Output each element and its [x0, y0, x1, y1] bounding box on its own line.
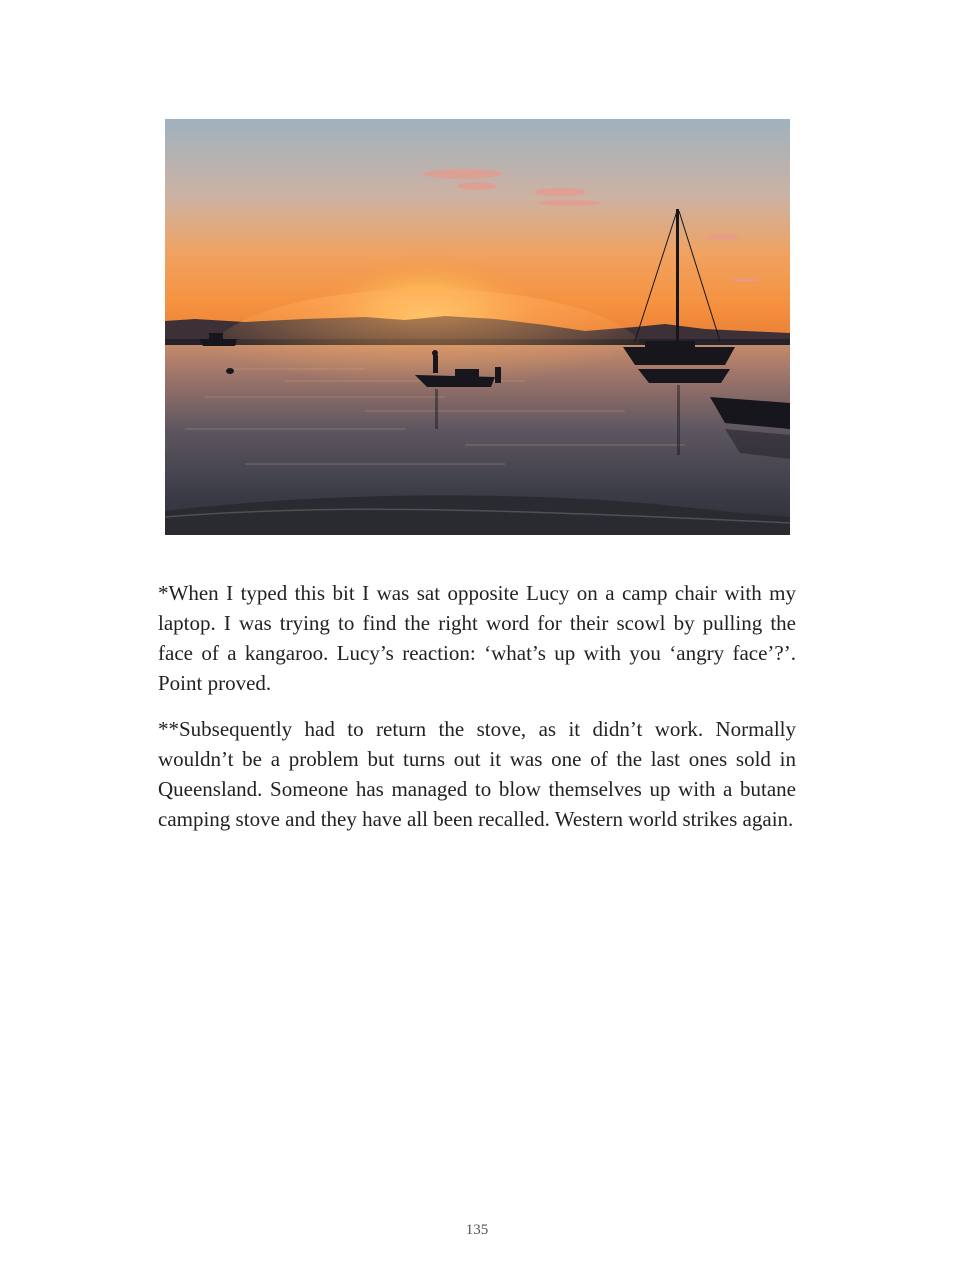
sunset-photo	[165, 119, 790, 535]
sun-reflection	[207, 289, 647, 429]
footnote-paragraph-2: **Subsequently had to return the stove, as it didn’t work. Normally wouldn’t be a problem but turns out it was one of the last ones sold in Queensland. Someone has managed to blow themselves up with a butane camping stove and they have all been recalled. Western world strikes again.	[158, 717, 796, 831]
page-number: 135	[465, 1222, 489, 1238]
footnote-paragraph-1: *When I typed this bit I was sat opposite Lucy on a camp chair with my laptop. I was trying to find the right word for their scowl by pulling the face of a kangaroo. Lucy’s reaction: ‘what’s up with you ‘angry face’?’. Point proved.	[158, 581, 796, 695]
body-text	[158, 578, 796, 850]
